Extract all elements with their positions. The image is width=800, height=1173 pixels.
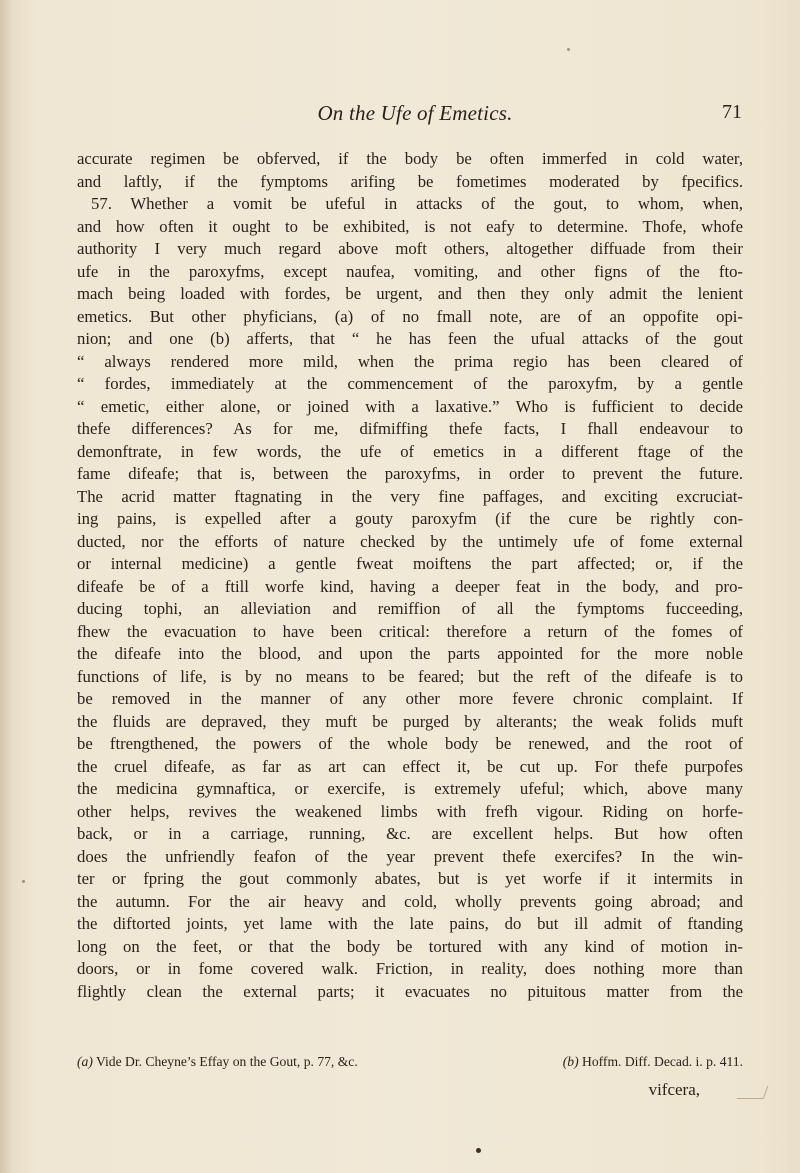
text-line: long on the feet, or that the body be tortured with any kind of motion in- [77,936,743,956]
text-line: ducing tophi, an alleviation and remiffion of all the fymptoms fucceeding, [77,599,743,618]
text-line: the cruel difeafe, as far as art can effect it, be cut up. For thefe purpofes [77,756,743,776]
footnotes [77,1054,743,1070]
ink-dot [476,1148,481,1153]
text-line: or internal medicine) a gentle fweat moiftens the part affected; or, if the [77,554,743,573]
text-line: functions of life, is by no means to be feared; but the reft of the difeafe is to [77,666,743,686]
text-line: nion; and one (b) afferts, that “ he has feen the ufual attacks of the gout [77,329,743,348]
text-line: fame difeafe; that is, between the paroxyfms, in order to prevent the future. [77,464,743,483]
text-line: the diftorted joints, yet lame with the late pains, do but ill admit of ftanding [77,914,743,933]
corner-mark [737,1086,769,1099]
footnote-b [563,1054,743,1070]
text-line: authority I very much regard above moft others, altogether diffuade from their [77,239,743,258]
text-line: demonftrate, in few words, the ufe of emetics in a different ftage of the [77,441,743,461]
footnote-key: (b) [562,1054,579,1069]
page-header [0,101,800,131]
footnote-a [77,1054,358,1070]
text-line: ducted, nor the efforts of nature checked by the untimely ufe of fome external [77,531,743,551]
text-line: the medicina gymnaftica, or exercife, is extremely ufeful; which, above many [77,779,743,798]
text-line: and how often it ought to be exhibited, is not eafy to determine. Thofe, whofe [77,216,743,236]
body-text [77,148,743,1003]
text-line: “ fordes, immediately at the commencement of the paroxyfm, by a gentle [77,374,743,393]
text-line: thefe differences? As for me, difmiffing thefe facts, I fhall endeavour to [77,419,743,438]
text-line: “ emetic, either alone, or joined with a laxative.” Who is fufficient to decide [77,396,743,416]
text-line: ter or fpring the gout commonly abates, but is yet worfe if it intermits in [77,869,743,888]
text-line: ufe in the paroxyfms, except naufea, vomiting, and other figns of the fto- [77,261,743,281]
text-line: and laftly, if the fymptoms arifing be fometimes moderated by fpecifics. [77,171,743,191]
text-line: mach being loaded with fordes, be urgent, and then they only admit the lenient [77,284,743,303]
text-line: 57. Whether a vomit be ufeful in attacks of the gout, to whom, when, [91,194,743,213]
text-line: emetics. But other phyficians, (a) of no fmall note, are of an oppofite opi- [77,306,743,326]
text-line: accurate regimen be obferved, if the body be often immerfed in cold water, [77,149,743,168]
text-line: doors, or in fome covered walk. Friction, in reality, does nothing more than [77,959,743,978]
running-title: On the Ufe of Emetics. [317,101,513,125]
text-line: be removed in the manner of any other more fevere chronic complaint. If [77,689,743,708]
page-number: 71 [722,101,742,123]
text-line: “ always rendered more mild, when the prima regio has been cleared of [77,351,743,371]
ink-speck [22,880,25,883]
text-line: does the unfriendly feafon of the year prevent thefe exercifes? In the win- [77,846,743,866]
text-line: back, or in a carriage, running, &c. are excellent helps. But how often [77,824,743,843]
gutter-shadow [0,0,14,1173]
footnote-text: Hoffm. Diff. Decad. i. p. 411. [582,1054,743,1069]
text-line: the difeafe into the blood, and upon the parts appointed for the more noble [77,644,743,663]
text-line: be ftrengthened, the powers of the whole body be renewed, and the root of [77,734,743,753]
footnote-text: Vide Dr. Cheyne’s Effay on the Gout, p. 77, &c. [96,1054,358,1069]
text-line: ing pains, is expelled after a gouty paroxyfm (if the cure be rightly con- [77,509,743,528]
text-line: difeafe be of a ftill worfe kind, having a deeper feat in the body, and pro- [77,576,743,596]
text-line: the fluids are depraved, they muft be purged by alterants; the weak folids muft [77,711,743,731]
text-line: fhew the evacuation to have been critical: therefore a return of the fomes of [77,621,743,641]
text-line: flightly clean the external parts; it evacuates no pituitous matter from the [77,981,743,1001]
text-line: the autumn. For the air heavy and cold, wholly prevents going abroad; and [77,891,743,911]
text-line: The acrid matter ftagnating in the very fine paffages, and exciting excruciat- [77,486,743,506]
text-line: other helps, revives the weakened limbs with frefh vigour. Riding on horfe- [77,801,743,821]
ink-speck [567,48,570,51]
footnote-key: (a) [77,1054,93,1069]
catchword: vifcera, [648,1080,700,1099]
